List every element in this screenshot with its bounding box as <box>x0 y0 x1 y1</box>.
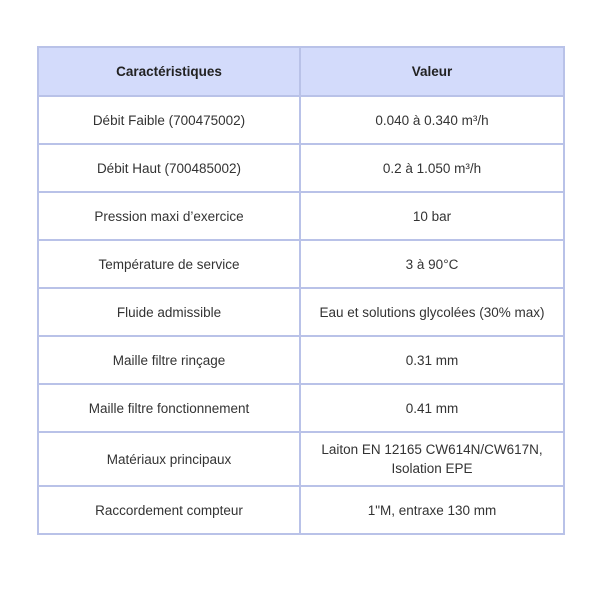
row-value: 1"M, entraxe 130 mm <box>300 486 564 534</box>
row-value: 10 bar <box>300 192 564 240</box>
row-value: 0.31 mm <box>300 336 564 384</box>
row-label: Fluide admissible <box>38 288 300 336</box>
header-characteristics: Caractéristiques <box>38 47 300 96</box>
table-header-row <box>38 47 564 96</box>
table-row <box>38 384 564 432</box>
table-row <box>38 240 564 288</box>
row-label: Matériaux principaux <box>38 432 300 486</box>
table-row <box>38 336 564 384</box>
table-row <box>38 96 564 144</box>
row-value: 0.040 à 0.340 m³/h <box>300 96 564 144</box>
row-value: Laiton EN 12165 CW614N/CW617N, Isolation EPE <box>300 432 564 486</box>
table-row <box>38 192 564 240</box>
row-label: Pression maxi d’exercice <box>38 192 300 240</box>
table-row <box>38 486 564 534</box>
row-label: Raccordement compteur <box>38 486 300 534</box>
row-value: Eau et solutions glycolées (30% max) <box>300 288 564 336</box>
row-value: 0.41 mm <box>300 384 564 432</box>
row-value: 0.2 à 1.050 m³/h <box>300 144 564 192</box>
table-row <box>38 144 564 192</box>
header-value: Valeur <box>300 47 564 96</box>
row-label: Débit Haut (700485002) <box>38 144 300 192</box>
row-label: Maille filtre fonctionnement <box>38 384 300 432</box>
specifications-table <box>37 46 565 535</box>
table-row <box>38 432 564 486</box>
row-label: Maille filtre rinçage <box>38 336 300 384</box>
table-row <box>38 288 564 336</box>
row-value: 3 à 90°C <box>300 240 564 288</box>
row-label: Température de service <box>38 240 300 288</box>
row-label: Débit Faible (700475002) <box>38 96 300 144</box>
